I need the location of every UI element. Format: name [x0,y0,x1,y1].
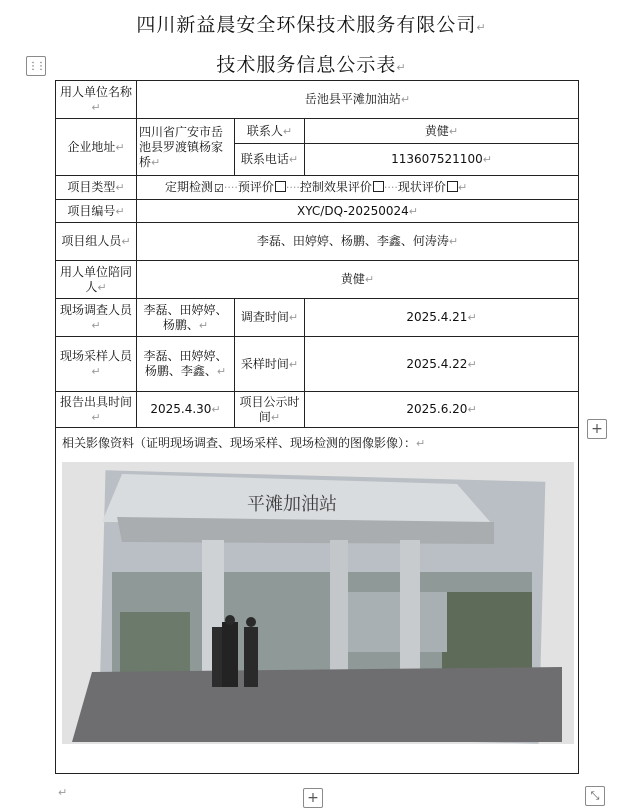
option-label: 现状评价 [397,180,446,194]
photo-caption-text: 相关影像资料（证明现场调查、现场采样、现场检测的图像影像）： [62,436,417,450]
label-cell [56,392,137,428]
paragraph-mark: ↵ [364,273,375,286]
table-row [56,337,579,392]
paragraph-mark: ↵ [416,437,426,450]
project-no-value: XYC/DQ-20250024 [297,203,409,218]
paragraph-mark: ↵ [476,21,487,34]
paragraph-mark: ↵ [91,365,101,378]
report-time-value: 2025.4.30 [150,402,212,416]
title-text: 四川新益晨安全环保技术服务有限公司 [136,14,477,36]
value-cell [305,392,579,428]
unit-name-label: 用人单位名称 [59,84,132,99]
paragraph-mark: ↵ [115,204,125,218]
table-row [56,176,579,200]
separator-dots: ···· [285,181,300,194]
sampling-time-value: 2025.4.22 [406,356,468,371]
checkbox-status-evaluation[interactable] [447,181,458,192]
project-type-label: 项目类型 [67,180,116,194]
page-subtitle [0,50,623,77]
escort-value: 黄健 [340,272,365,286]
label-cell [56,337,137,392]
table-row [56,119,579,144]
paragraph-mark: ↵ [91,318,101,332]
paragraph-mark: ↵ [288,153,299,166]
paragraph-mark: ↵ [97,280,107,294]
table-row [56,299,579,337]
team-label: 项目组人员 [61,234,122,248]
paragraph-mark: ↵ [288,311,299,324]
survey-time-value: 2025.4.21 [406,310,468,324]
paragraph-mark: ↵ [482,153,492,166]
phone-value: 113607521100 [391,152,483,166]
survey-time-label: 调查时间 [240,310,289,324]
checkbox-pre-evaluation[interactable] [275,181,286,192]
label-cell [235,337,305,392]
value-cell [137,119,235,176]
paragraph-mark: ↵ [151,155,161,169]
paragraph-mark: ↵ [282,124,293,138]
info-table [55,80,579,774]
photo-cell [56,428,579,774]
site-photo [62,462,574,744]
page-title [0,10,623,37]
phone-label: 联系电话 [240,152,289,166]
label-cell [56,81,137,119]
label-cell [56,200,137,223]
option-label: 预评价 [237,180,274,194]
paragraph-mark: ↵ [91,410,101,424]
canopy-sign-text: 平滩加油站 [247,494,337,515]
survey-staff-value: 李磊、田婷婷、杨鹏、 [143,302,228,332]
publish-time-value: 2025.6.20 [406,402,468,416]
table-move-handle[interactable]: ⋮⋮ [26,56,46,76]
paragraph-mark: ↵ [270,410,281,424]
paragraph-mark: ↵ [91,100,101,114]
address-value: 四川省广安市岳池县罗渡镇杨家桥 [139,124,224,169]
label-cell [56,299,137,337]
add-column-button[interactable]: + [587,419,607,439]
label-cell [235,144,305,176]
paragraph-mark: ↵ [115,181,125,194]
value-cell [305,119,579,144]
photo-caption [62,436,578,456]
paragraph-mark: ↵ [448,235,459,248]
escort-label: 用人单位陪同人 [59,264,132,294]
checkbox-control-effect[interactable] [373,181,384,192]
value-cell [137,223,579,261]
paragraph-mark: ↵ [467,311,477,324]
publish-time-label: 项目公示时间 [239,394,300,424]
label-cell [56,223,137,261]
paragraph-mark: ↵ [467,357,477,371]
value-cell [137,81,579,119]
paragraph-mark: ↵ [288,357,299,371]
value-cell [137,392,235,428]
sampling-staff-value: 李磊、田婷婷、杨鹏、李鑫、 [143,349,228,378]
checkbox-periodic[interactable]: ☑ [214,182,224,195]
label-cell [235,119,305,144]
value-cell [305,337,579,392]
table-row [56,81,579,119]
paragraph-mark: ↵ [58,786,68,799]
contact-value: 黄健 [424,123,449,138]
project-type-options [137,176,579,200]
label-cell [56,119,137,176]
paragraph-mark: ↵ [467,403,477,416]
address-label: 企业地址 [67,139,116,154]
survey-staff-label: 现场调查人员 [59,302,132,317]
report-time-label: 报告出具时间 [59,394,132,409]
label-cell [235,392,305,428]
team-value: 李磊、田婷婷、杨鹏、李鑫、何涛涛 [256,234,449,248]
label-cell [56,261,137,299]
paragraph-mark: ↵ [216,365,227,378]
gas-station-photo-image [62,462,574,744]
label-cell [235,299,305,337]
separator-dots: ···· [223,181,238,194]
subtitle-text: 技术服务信息公示表 [216,54,397,76]
project-no-label: 项目编号 [67,203,116,218]
paragraph-mark: ↵ [396,61,407,74]
value-cell [137,299,235,337]
sampling-staff-label: 现场采样人员 [59,349,132,363]
paragraph-mark: ↵ [115,140,125,154]
value-cell [137,200,579,223]
contact-label: 联系人 [246,123,283,138]
value-cell [305,299,579,337]
table-row [56,261,579,299]
option-label: 定期检测 [165,180,214,194]
label-cell [56,176,137,200]
paragraph-mark: ↵ [121,235,131,248]
paragraph-mark: ↵ [408,204,418,218]
value-cell [137,337,235,392]
paragraph-mark: ↵ [198,318,209,332]
table-row [56,428,579,774]
value-cell [305,144,579,176]
value-cell [137,261,579,299]
table-row [56,392,579,428]
paragraph-mark: ↵ [211,403,221,416]
table-resize-handle[interactable]: ⤡ [585,786,605,806]
option-label: 控制效果评价 [299,180,372,194]
sampling-time-label: 采样时间 [240,356,289,371]
table-row [56,223,579,261]
unit-name-value: 岳池县平滩加油站 [304,92,401,106]
paragraph-mark: ↵ [448,124,459,138]
paragraph-mark: ↵ [400,93,411,106]
add-row-button[interactable]: + [303,788,323,808]
paragraph-mark: ↵ [457,181,468,194]
table-row [56,200,579,223]
separator-dots: ···· [383,181,398,194]
